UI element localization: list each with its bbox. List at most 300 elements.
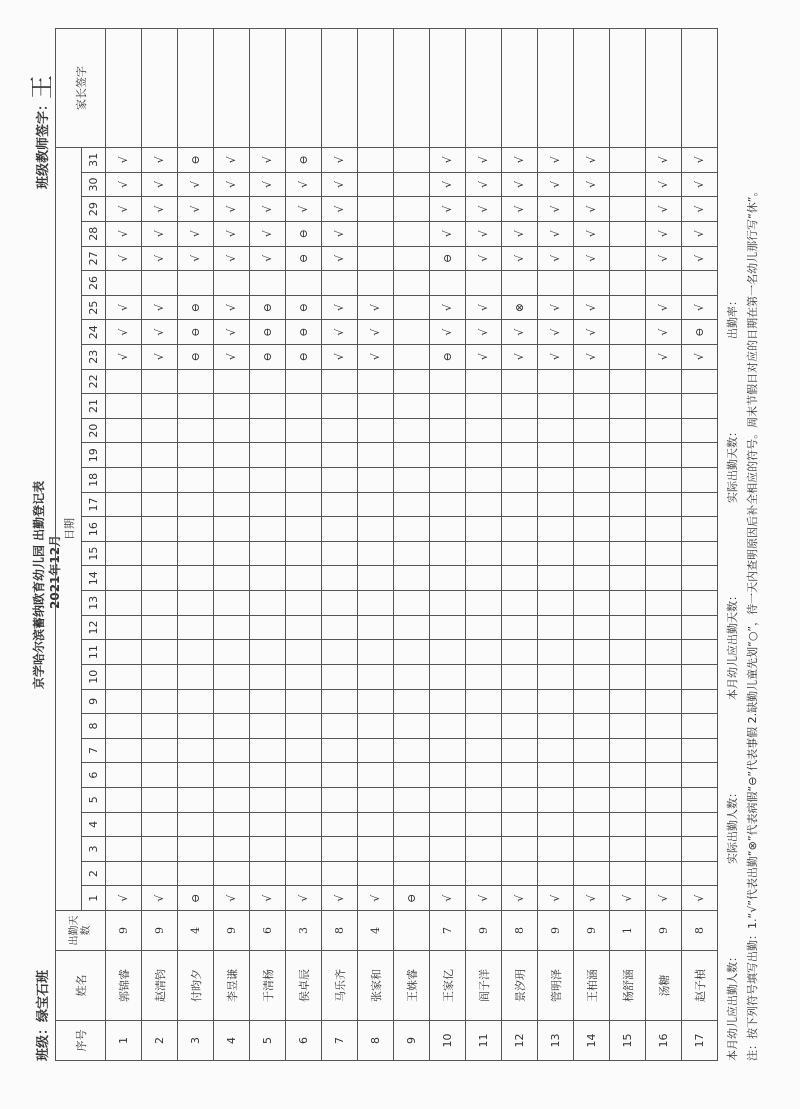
day-cell <box>466 271 502 296</box>
day-cell <box>106 468 142 493</box>
row-seq: 14 <box>574 1021 610 1061</box>
parent-signature-cell[interactable] <box>142 29 178 148</box>
row-count: 1 <box>610 911 646 951</box>
day-cell <box>610 197 646 222</box>
day-header: 5 <box>82 787 106 812</box>
day-cell: √ <box>538 197 574 222</box>
day-cell <box>502 541 538 566</box>
day-cell <box>358 394 394 419</box>
day-cell <box>502 492 538 517</box>
day-cell <box>610 566 646 591</box>
day-cell <box>430 517 466 542</box>
day-cell <box>574 615 610 640</box>
day-cell <box>538 615 574 640</box>
day-cell <box>286 468 322 493</box>
day-cell <box>142 787 178 812</box>
day-cell <box>142 541 178 566</box>
day-cell <box>610 320 646 345</box>
day-cell <box>142 271 178 296</box>
day-cell <box>142 714 178 739</box>
day-cell <box>322 369 358 394</box>
day-cell <box>502 468 538 493</box>
day-cell <box>358 197 394 222</box>
day-cell: √ <box>430 886 466 911</box>
day-cell <box>646 418 682 443</box>
table-row <box>142 29 178 1061</box>
day-cell: √ <box>250 172 286 197</box>
day-cell <box>106 394 142 419</box>
table-row <box>106 29 142 1061</box>
day-cell <box>646 591 682 616</box>
day-cell <box>394 148 430 173</box>
day-cell <box>430 763 466 788</box>
row-count <box>394 911 430 951</box>
day-cell: √ <box>142 320 178 345</box>
day-cell <box>358 172 394 197</box>
day-cell: √ <box>646 295 682 320</box>
day-cell <box>286 640 322 665</box>
day-cell: √ <box>682 221 718 246</box>
day-cell <box>394 418 430 443</box>
day-cell <box>538 861 574 886</box>
day-cell <box>502 812 538 837</box>
day-cell <box>394 787 430 812</box>
day-cell: √ <box>574 344 610 369</box>
day-cell <box>466 566 502 591</box>
day-cell <box>214 787 250 812</box>
day-cell <box>430 271 466 296</box>
day-cell <box>106 812 142 837</box>
day-cell <box>286 369 322 394</box>
day-cell: √ <box>142 344 178 369</box>
parent-signature-cell[interactable] <box>682 29 718 148</box>
row-seq: 15 <box>610 1021 646 1061</box>
day-cell <box>214 418 250 443</box>
row-seq: 17 <box>682 1021 718 1061</box>
day-cell: √ <box>322 172 358 197</box>
day-cell: ⊖ <box>394 886 430 911</box>
day-cell: √ <box>358 886 394 911</box>
day-cell: √ <box>322 886 358 911</box>
parent-signature-cell[interactable] <box>214 29 250 148</box>
day-header: 23 <box>82 344 106 369</box>
day-cell <box>286 787 322 812</box>
day-cell <box>430 541 466 566</box>
table-row <box>574 29 610 1061</box>
day-cell <box>286 517 322 542</box>
day-cell <box>358 714 394 739</box>
day-cell <box>394 689 430 714</box>
day-cell <box>682 394 718 419</box>
day-cell <box>322 591 358 616</box>
day-header: 7 <box>82 738 106 763</box>
parent-signature-cell[interactable] <box>394 29 430 148</box>
day-cell: √ <box>358 320 394 345</box>
day-cell <box>610 714 646 739</box>
day-cell: √ <box>646 197 682 222</box>
day-cell <box>358 566 394 591</box>
day-cell <box>610 541 646 566</box>
day-header: 19 <box>82 443 106 468</box>
day-cell: √ <box>358 344 394 369</box>
day-cell <box>610 615 646 640</box>
day-cell <box>286 443 322 468</box>
day-cell <box>466 369 502 394</box>
day-cell <box>610 689 646 714</box>
row-name: 王家亿 <box>430 951 466 1021</box>
day-cell: √ <box>502 172 538 197</box>
row-seq: 16 <box>646 1021 682 1061</box>
day-cell <box>250 443 286 468</box>
day-cell <box>322 566 358 591</box>
day-cell <box>250 369 286 394</box>
row-seq: 2 <box>142 1021 178 1061</box>
day-cell: √ <box>214 344 250 369</box>
row-name: 郭锦睿 <box>106 951 142 1021</box>
day-cell <box>430 418 466 443</box>
day-cell: √ <box>574 246 610 271</box>
day-cell <box>466 787 502 812</box>
row-count: 4 <box>178 911 214 951</box>
day-cell <box>394 591 430 616</box>
teacher-label: 班级教师签字： <box>36 97 51 189</box>
day-cell <box>214 689 250 714</box>
day-cell <box>430 566 466 591</box>
day-cell <box>286 492 322 517</box>
day-cell: √ <box>538 221 574 246</box>
day-cell <box>214 615 250 640</box>
day-cell <box>214 738 250 763</box>
day-cell <box>610 443 646 468</box>
day-cell <box>106 787 142 812</box>
row-count: 6 <box>250 911 286 951</box>
day-cell: √ <box>466 197 502 222</box>
day-cell <box>250 492 286 517</box>
table-row <box>682 29 718 1061</box>
day-cell <box>358 246 394 271</box>
day-cell: ⊖ <box>286 221 322 246</box>
day-cell: ⊖ <box>178 148 214 173</box>
table-row <box>646 29 682 1061</box>
day-cell <box>322 763 358 788</box>
day-cell <box>394 172 430 197</box>
day-cell <box>682 541 718 566</box>
day-cell <box>682 640 718 665</box>
day-cell <box>646 861 682 886</box>
row-seq: 11 <box>466 1021 502 1061</box>
row-name: 杨舒涵 <box>610 951 646 1021</box>
day-cell: √ <box>538 344 574 369</box>
day-cell <box>574 517 610 542</box>
row-seq: 1 <box>106 1021 142 1061</box>
day-cell <box>466 615 502 640</box>
parent-signature-cell[interactable] <box>466 29 502 148</box>
day-cell <box>178 566 214 591</box>
day-cell <box>214 640 250 665</box>
day-header: 24 <box>82 320 106 345</box>
day-cell <box>322 640 358 665</box>
day-cell <box>538 664 574 689</box>
day-cell: √ <box>574 197 610 222</box>
day-cell <box>574 837 610 862</box>
day-cell <box>610 344 646 369</box>
parent-signature-cell[interactable] <box>286 29 322 148</box>
day-cell: √ <box>502 320 538 345</box>
day-cell <box>142 763 178 788</box>
teacher-signature: 王 <box>28 75 56 99</box>
header-row-1 <box>56 29 82 1061</box>
footer-actual-days: 实际出勤天数： <box>726 426 739 503</box>
day-cell: √ <box>538 295 574 320</box>
row-count: 9 <box>466 911 502 951</box>
day-cell <box>430 640 466 665</box>
day-cell: √ <box>646 886 682 911</box>
day-cell <box>610 468 646 493</box>
day-cell <box>358 837 394 862</box>
day-cell <box>538 787 574 812</box>
day-cell <box>322 738 358 763</box>
footer-note: 注：按下列符号填写出勤：1.“√”代表出勤“⊗”代表病假“⊖”代表事假 2.缺勤儿童先划“○”，待一天内查明原因后补全相应的符号。周末节假日对应的日期在第一名幼儿那行写“休”。 <box>746 185 759 1061</box>
table-row <box>286 29 322 1061</box>
day-cell <box>106 837 142 862</box>
day-cell <box>250 787 286 812</box>
day-cell: √ <box>646 221 682 246</box>
day-cell: √ <box>142 197 178 222</box>
day-cell <box>178 394 214 419</box>
day-cell: √ <box>106 197 142 222</box>
day-cell <box>178 492 214 517</box>
day-cell <box>322 394 358 419</box>
day-cell: √ <box>106 221 142 246</box>
day-cell: √ <box>682 172 718 197</box>
row-seq: 3 <box>178 1021 214 1061</box>
day-cell: √ <box>466 172 502 197</box>
day-cell <box>466 664 502 689</box>
table-row <box>394 29 430 1061</box>
day-cell <box>430 738 466 763</box>
day-header: 9 <box>82 689 106 714</box>
day-cell <box>250 640 286 665</box>
day-cell <box>394 295 430 320</box>
day-cell <box>394 714 430 739</box>
day-cell <box>682 738 718 763</box>
footer-expected-days: 本月幼儿应出勤天数： <box>726 590 739 700</box>
day-cell <box>538 591 574 616</box>
day-cell: √ <box>466 246 502 271</box>
day-cell: ⊖ <box>430 344 466 369</box>
day-cell <box>358 664 394 689</box>
day-cell <box>214 837 250 862</box>
day-cell: √ <box>322 344 358 369</box>
table-row <box>430 29 466 1061</box>
day-header: 15 <box>82 541 106 566</box>
day-cell <box>250 837 286 862</box>
name-header: 姓名 <box>56 951 106 1021</box>
day-cell: √ <box>214 221 250 246</box>
day-cell <box>394 221 430 246</box>
day-cell <box>502 615 538 640</box>
day-cell <box>574 492 610 517</box>
day-cell <box>142 394 178 419</box>
day-cell <box>538 517 574 542</box>
day-cell <box>106 591 142 616</box>
row-name: 于清杨 <box>250 951 286 1021</box>
day-cell <box>286 812 322 837</box>
day-cell: √ <box>322 197 358 222</box>
day-cell <box>610 295 646 320</box>
day-cell <box>502 664 538 689</box>
day-header: 28 <box>82 221 106 246</box>
day-cell <box>646 763 682 788</box>
parent-signature-cell[interactable] <box>358 29 394 148</box>
day-cell <box>358 468 394 493</box>
day-cell <box>682 763 718 788</box>
day-cell <box>682 418 718 443</box>
day-cell <box>394 615 430 640</box>
day-cell: √ <box>430 148 466 173</box>
row-name: 侯卓辰 <box>286 951 322 1021</box>
row-name: 付昀夕 <box>178 951 214 1021</box>
day-cell <box>394 738 430 763</box>
day-cell <box>322 541 358 566</box>
day-cell <box>106 517 142 542</box>
day-header: 2 <box>82 861 106 886</box>
day-cell <box>430 861 466 886</box>
parent-signature-cell[interactable] <box>178 29 214 148</box>
row-count: 9 <box>574 911 610 951</box>
day-cell <box>214 468 250 493</box>
day-cell <box>538 640 574 665</box>
day-cell <box>358 812 394 837</box>
day-cell: √ <box>322 320 358 345</box>
parent-signature-cell[interactable] <box>646 29 682 148</box>
day-header: 21 <box>82 394 106 419</box>
day-cell: ⊖ <box>430 246 466 271</box>
day-cell <box>646 738 682 763</box>
day-cell: √ <box>106 246 142 271</box>
day-cell <box>682 443 718 468</box>
day-cell <box>610 148 646 173</box>
parent-signature-cell[interactable] <box>322 29 358 148</box>
day-cell <box>322 812 358 837</box>
day-cell <box>394 837 430 862</box>
header-row-2 <box>82 29 106 1061</box>
table-row <box>214 29 250 1061</box>
day-cell <box>502 787 538 812</box>
day-header: 14 <box>82 566 106 591</box>
day-cell <box>502 738 538 763</box>
day-cell: √ <box>286 886 322 911</box>
parent-signature-cell[interactable] <box>106 29 142 148</box>
day-cell <box>610 640 646 665</box>
parent-signature-cell[interactable] <box>502 29 538 148</box>
day-cell <box>610 369 646 394</box>
day-cell <box>430 689 466 714</box>
day-cell <box>502 369 538 394</box>
day-cell: √ <box>502 246 538 271</box>
day-cell <box>430 394 466 419</box>
day-cell: √ <box>250 221 286 246</box>
day-cell <box>214 541 250 566</box>
day-cell: √ <box>214 886 250 911</box>
day-cell <box>538 763 574 788</box>
day-cell: √ <box>286 172 322 197</box>
day-cell: √ <box>106 148 142 173</box>
day-cell <box>538 468 574 493</box>
day-cell <box>610 861 646 886</box>
day-cell <box>466 837 502 862</box>
day-cell <box>538 812 574 837</box>
day-cell <box>358 369 394 394</box>
day-cell <box>538 837 574 862</box>
day-cell <box>682 492 718 517</box>
day-cell <box>502 517 538 542</box>
day-cell <box>358 689 394 714</box>
parent-signature-cell[interactable] <box>538 29 574 148</box>
row-count: 3 <box>286 911 322 951</box>
parent-signature-cell[interactable] <box>430 29 466 148</box>
day-cell <box>466 714 502 739</box>
parent-header: 家长签字 <box>56 29 106 148</box>
day-cell <box>682 566 718 591</box>
day-cell <box>502 394 538 419</box>
parent-signature-cell[interactable] <box>574 29 610 148</box>
day-cell <box>358 615 394 640</box>
day-cell <box>610 763 646 788</box>
day-cell <box>250 689 286 714</box>
day-cell <box>646 664 682 689</box>
day-cell <box>142 468 178 493</box>
day-cell <box>358 787 394 812</box>
day-cell <box>502 689 538 714</box>
day-cell <box>574 763 610 788</box>
day-header: 18 <box>82 468 106 493</box>
row-count: 9 <box>106 911 142 951</box>
row-name: 阎子洋 <box>466 951 502 1021</box>
day-cell: √ <box>466 295 502 320</box>
day-cell <box>646 640 682 665</box>
day-cell <box>106 738 142 763</box>
day-cell <box>178 714 214 739</box>
day-cell <box>142 443 178 468</box>
parent-signature-cell[interactable] <box>250 29 286 148</box>
day-cell <box>106 418 142 443</box>
day-cell <box>106 271 142 296</box>
day-cell <box>250 714 286 739</box>
day-header: 27 <box>82 246 106 271</box>
row-name: 王姝睿 <box>394 951 430 1021</box>
day-cell: √ <box>106 320 142 345</box>
day-cell <box>682 714 718 739</box>
day-cell: √ <box>430 320 466 345</box>
day-cell <box>502 271 538 296</box>
day-cell: √ <box>250 148 286 173</box>
day-cell <box>106 640 142 665</box>
day-header: 6 <box>82 763 106 788</box>
day-cell: √ <box>250 197 286 222</box>
day-cell: √ <box>538 172 574 197</box>
day-cell <box>538 418 574 443</box>
row-count: 8 <box>682 911 718 951</box>
day-cell <box>574 861 610 886</box>
day-cell <box>466 591 502 616</box>
day-cell <box>358 221 394 246</box>
day-cell <box>286 418 322 443</box>
parent-signature-cell[interactable] <box>610 29 646 148</box>
day-cell <box>214 591 250 616</box>
day-cell <box>250 271 286 296</box>
day-cell: √ <box>178 221 214 246</box>
